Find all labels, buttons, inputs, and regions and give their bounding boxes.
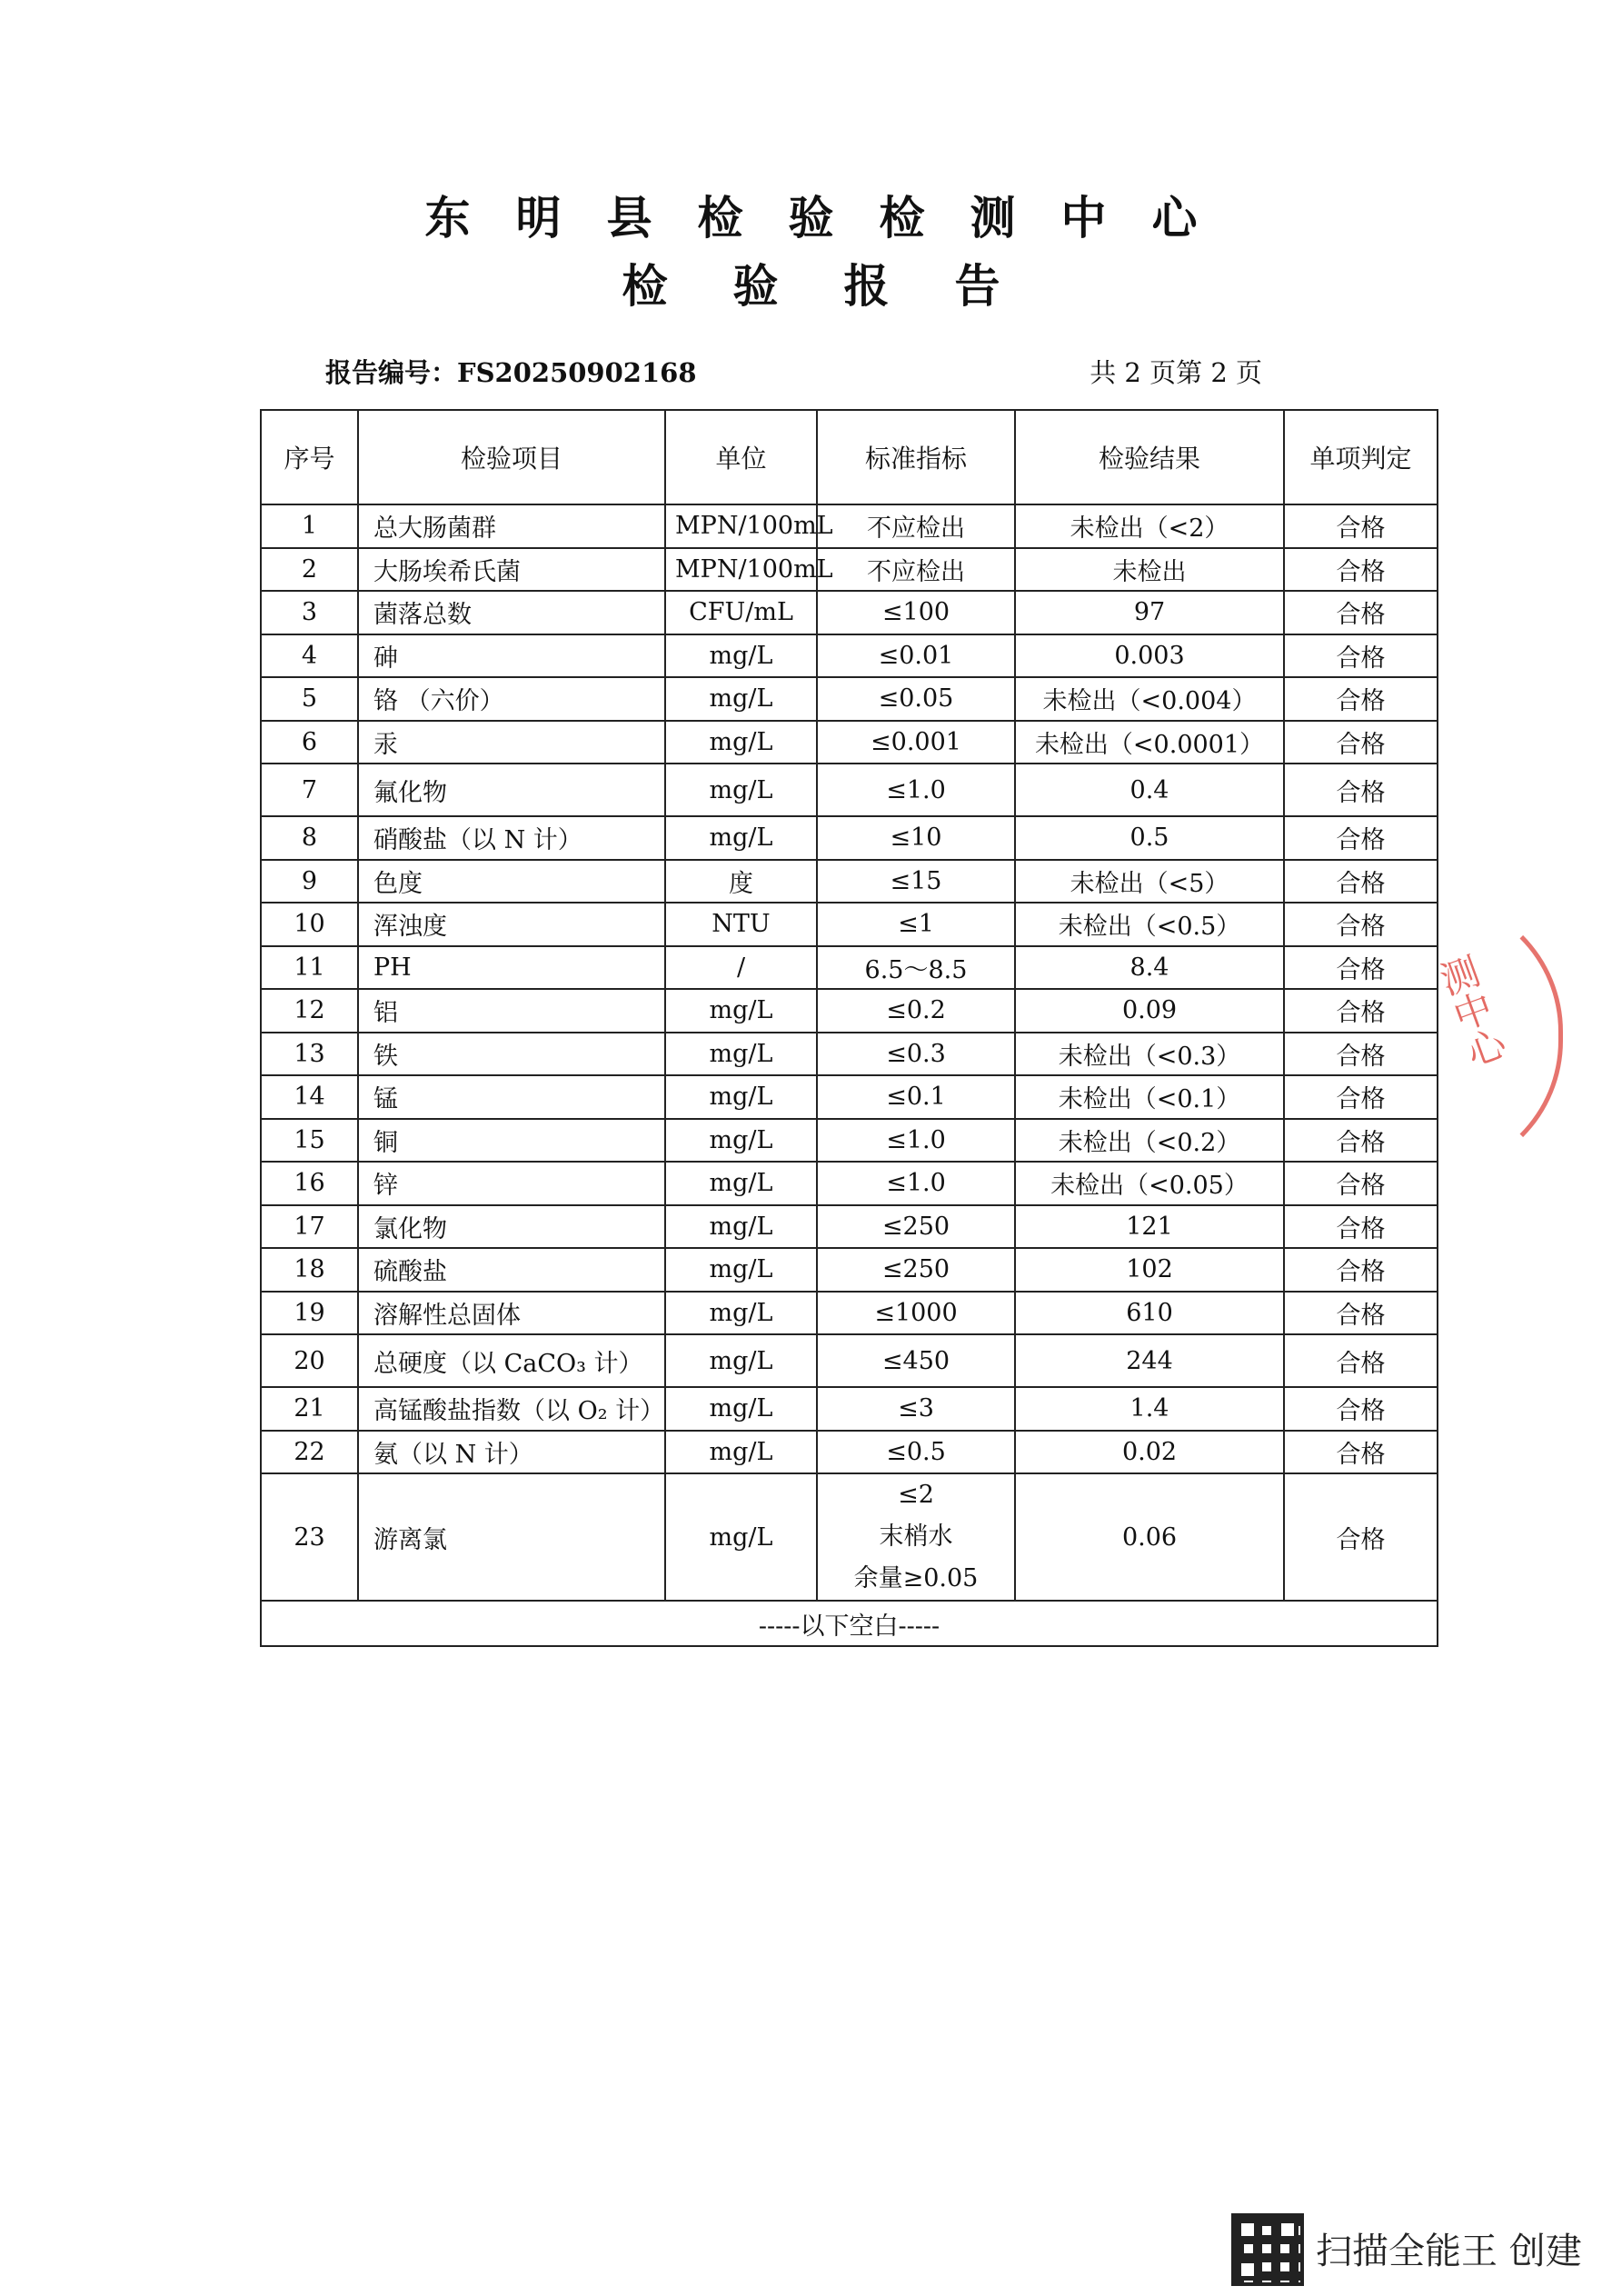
row-verdict: 合格 [1284, 1075, 1438, 1119]
row-unit: mg/L [665, 1334, 817, 1387]
row-result: 1.4 [1015, 1387, 1284, 1431]
row-no: 12 [261, 989, 358, 1033]
row-verdict: 合格 [1284, 1119, 1438, 1163]
row-item: 游离氯 [358, 1473, 665, 1601]
row-unit: mg/L [665, 1387, 817, 1431]
row-no: 15 [261, 1119, 358, 1163]
row-result: 102 [1015, 1248, 1284, 1292]
table-row [261, 504, 1438, 548]
row-verdict: 合格 [1284, 1248, 1438, 1292]
row-result: 未检出 [1015, 548, 1284, 592]
row-item: PH [358, 946, 665, 990]
row-item: 硝酸盐（以 N 计） [358, 816, 665, 860]
row-no: 20 [261, 1334, 358, 1387]
row-standard: ≤250 [817, 1248, 1015, 1292]
inspection-table [260, 409, 1438, 1647]
col-header-verdict: 单项判定 [1284, 410, 1438, 504]
row-unit: mg/L [665, 677, 817, 721]
col-header-result: 检验结果 [1015, 410, 1284, 504]
row-no: 7 [261, 764, 358, 816]
row-result: 244 [1015, 1334, 1284, 1387]
row-result: 未检出（<0.004） [1015, 677, 1284, 721]
row-standard: ≤15 [817, 860, 1015, 903]
row-unit: mg/L [665, 1248, 817, 1292]
col-header-item: 检验项目 [358, 410, 665, 504]
row-no: 19 [261, 1292, 358, 1335]
row-verdict: 合格 [1284, 816, 1438, 860]
row-item: 锌 [358, 1162, 665, 1205]
row-item: 砷 [358, 634, 665, 678]
row-verdict: 合格 [1284, 677, 1438, 721]
row-item: 铝 [358, 989, 665, 1033]
row-standard: ≤0.2 [817, 989, 1015, 1033]
row-item: 铬 （六价） [358, 677, 665, 721]
row-result: 未检出（<0.3） [1015, 1033, 1284, 1076]
row-item: 汞 [358, 721, 665, 764]
row-verdict: 合格 [1284, 591, 1438, 634]
row-no: 2 [261, 548, 358, 592]
row-result: 121 [1015, 1205, 1284, 1249]
col-header-unit: 单位 [665, 410, 817, 504]
row-result: 未检出（<0.2） [1015, 1119, 1284, 1163]
row-standard: ≤0.1 [817, 1075, 1015, 1119]
standard-line: ≤2 [898, 1481, 934, 1509]
row-no: 10 [261, 903, 358, 946]
table-row [261, 1119, 1438, 1163]
row-no: 18 [261, 1248, 358, 1292]
row-standard: ≤1.0 [817, 764, 1015, 816]
report-number: 报告编号：FS20250902168 [325, 357, 697, 388]
table-row [261, 946, 1438, 990]
row-standard: ≤450 [817, 1334, 1015, 1387]
table-row [261, 1162, 1438, 1205]
row-item: 锰 [358, 1075, 665, 1119]
row-item: 菌落总数 [358, 591, 665, 634]
row-result: 未检出（<0.0001） [1015, 721, 1284, 764]
row-item: 氟化物 [358, 764, 665, 816]
table-row [261, 1431, 1438, 1474]
row-result: 0.02 [1015, 1431, 1284, 1474]
table-row [261, 860, 1438, 903]
row-verdict: 合格 [1284, 1387, 1438, 1431]
row-unit: mg/L [665, 1431, 817, 1474]
row-result: 未检出（<2） [1015, 504, 1284, 548]
row-unit: mg/L [665, 764, 817, 816]
row-verdict: 合格 [1284, 946, 1438, 990]
row-standard: ≤250 [817, 1205, 1015, 1249]
row-item: 溶解性总固体 [358, 1292, 665, 1335]
row-standard: 6.5～8.5 [817, 946, 1015, 990]
table-row [261, 677, 1438, 721]
table-footer-row [261, 1601, 1438, 1646]
row-no: 11 [261, 946, 358, 990]
row-unit: mg/L [665, 989, 817, 1033]
row-verdict: 合格 [1284, 548, 1438, 592]
row-standard: ≤10 [817, 816, 1015, 860]
page-indicator: 共 2 页第 2 页 [1090, 357, 1262, 388]
row-unit: mg/L [665, 1119, 817, 1163]
row-standard: ≤1 [817, 903, 1015, 946]
report-title: 检验报告 [622, 260, 1066, 313]
row-verdict: 合格 [1284, 1431, 1438, 1474]
row-item: 色度 [358, 860, 665, 903]
row-unit: mg/L [665, 1162, 817, 1205]
row-verdict: 合格 [1284, 1473, 1438, 1601]
row-verdict: 合格 [1284, 903, 1438, 946]
row-no: 21 [261, 1387, 358, 1431]
row-item: 高锰酸盐指数（以 O₂ 计） [358, 1387, 665, 1431]
table-row [261, 721, 1438, 764]
row-no: 3 [261, 591, 358, 634]
table-header-row [261, 410, 1438, 504]
blank-below-note: -----以下空白----- [261, 1601, 1438, 1646]
row-standard: ≤0.5 [817, 1431, 1015, 1474]
row-verdict: 合格 [1284, 634, 1438, 678]
row-result: 8.4 [1015, 946, 1284, 990]
row-standard: 不应检出 [817, 548, 1015, 592]
table-row [261, 764, 1438, 816]
row-item: 铁 [358, 1033, 665, 1076]
row-no: 5 [261, 677, 358, 721]
row-verdict: 合格 [1284, 1205, 1438, 1249]
row-verdict: 合格 [1284, 504, 1438, 548]
row-no: 1 [261, 504, 358, 548]
row-verdict: 合格 [1284, 721, 1438, 764]
table-row [261, 634, 1438, 678]
table-row [261, 548, 1438, 592]
row-standard: ≤3 [817, 1387, 1015, 1431]
table-row [261, 1334, 1438, 1387]
row-result: 610 [1015, 1292, 1284, 1335]
standard-line: 余量≥0.05 [853, 1564, 979, 1592]
row-item: 总硬度（以 CaCO₃ 计） [358, 1334, 665, 1387]
row-verdict: 合格 [1284, 860, 1438, 903]
row-item: 总大肠菌群 [358, 504, 665, 548]
table-row [261, 989, 1438, 1033]
row-unit: / [665, 946, 817, 990]
table-row [261, 1387, 1438, 1431]
row-result: 未检出（<5） [1015, 860, 1284, 903]
table-row [261, 591, 1438, 634]
row-unit: mg/L [665, 1473, 817, 1601]
row-no: 9 [261, 860, 358, 903]
row-standard: ≤0.3 [817, 1033, 1015, 1076]
row-standard: ≤1000 [817, 1292, 1015, 1335]
row-verdict: 合格 [1284, 1334, 1438, 1387]
row-verdict: 合格 [1284, 764, 1438, 816]
org-title: 东明县检验检测中心 [424, 192, 1243, 245]
row-item: 大肠埃希氏菌 [358, 548, 665, 592]
row-standard: ≤0.05 [817, 677, 1015, 721]
row-no: 17 [261, 1205, 358, 1249]
row-unit: 度 [665, 860, 817, 903]
row-no: 13 [261, 1033, 358, 1076]
row-item: 氯化物 [358, 1205, 665, 1249]
row-result: 0.09 [1015, 989, 1284, 1033]
table-row [261, 1248, 1438, 1292]
row-no: 16 [261, 1162, 358, 1205]
row-result: 0.5 [1015, 816, 1284, 860]
row-standard [817, 1473, 1015, 1601]
row-item: 铜 [358, 1119, 665, 1163]
seal-text: 测中心 [1429, 950, 1512, 1073]
row-no: 22 [261, 1431, 358, 1474]
row-unit: mg/L [665, 1033, 817, 1076]
row-standard: ≤0.001 [817, 721, 1015, 764]
row-no: 23 [261, 1473, 358, 1601]
row-no: 4 [261, 634, 358, 678]
row-item: 硫酸盐 [358, 1248, 665, 1292]
row-unit: mg/L [665, 1075, 817, 1119]
table-row [261, 1205, 1438, 1249]
row-unit: mg/L [665, 634, 817, 678]
standard-line: 末梢水 [879, 1522, 953, 1551]
row-standard: 不应检出 [817, 504, 1015, 548]
row-result: 未检出（<0.5） [1015, 903, 1284, 946]
row-result: 未检出（<0.05） [1015, 1162, 1284, 1205]
col-header-no: 序号 [261, 410, 358, 504]
row-verdict: 合格 [1284, 1162, 1438, 1205]
row-unit: mg/L [665, 1205, 817, 1249]
row-verdict: 合格 [1284, 1292, 1438, 1335]
row-verdict: 合格 [1284, 1033, 1438, 1076]
row-verdict: 合格 [1284, 989, 1438, 1033]
table-row [261, 1473, 1438, 1601]
row-no: 14 [261, 1075, 358, 1119]
row-item: 氨（以 N 计） [358, 1431, 665, 1474]
table-row [261, 1075, 1438, 1119]
row-unit: mg/L [665, 816, 817, 860]
row-standard: ≤1.0 [817, 1119, 1015, 1163]
row-result: 0.4 [1015, 764, 1284, 816]
row-result: 0.06 [1015, 1473, 1284, 1601]
row-result: 97 [1015, 591, 1284, 634]
row-standard: ≤1.0 [817, 1162, 1015, 1205]
row-no: 6 [261, 721, 358, 764]
table-row [261, 816, 1438, 860]
table-row [261, 903, 1438, 946]
row-unit: MPN/100mL [665, 548, 817, 592]
table-row [261, 1033, 1438, 1076]
qr-code-icon [1231, 2213, 1304, 2286]
row-unit: mg/L [665, 721, 817, 764]
row-standard: ≤0.01 [817, 634, 1015, 678]
row-result: 0.003 [1015, 634, 1284, 678]
row-unit: MPN/100mL [665, 504, 817, 548]
table-row [261, 1292, 1438, 1335]
row-unit: mg/L [665, 1292, 817, 1335]
row-result: 未检出（<0.1） [1015, 1075, 1284, 1119]
row-unit: NTU [665, 903, 817, 946]
row-standard: ≤100 [817, 591, 1015, 634]
row-no: 8 [261, 816, 358, 860]
row-item: 浑浊度 [358, 903, 665, 946]
col-header-standard: 标准指标 [817, 410, 1015, 504]
row-unit: CFU/mL [665, 591, 817, 634]
scanner-brand: 扫描全能王 创建 [1316, 2231, 1582, 2272]
